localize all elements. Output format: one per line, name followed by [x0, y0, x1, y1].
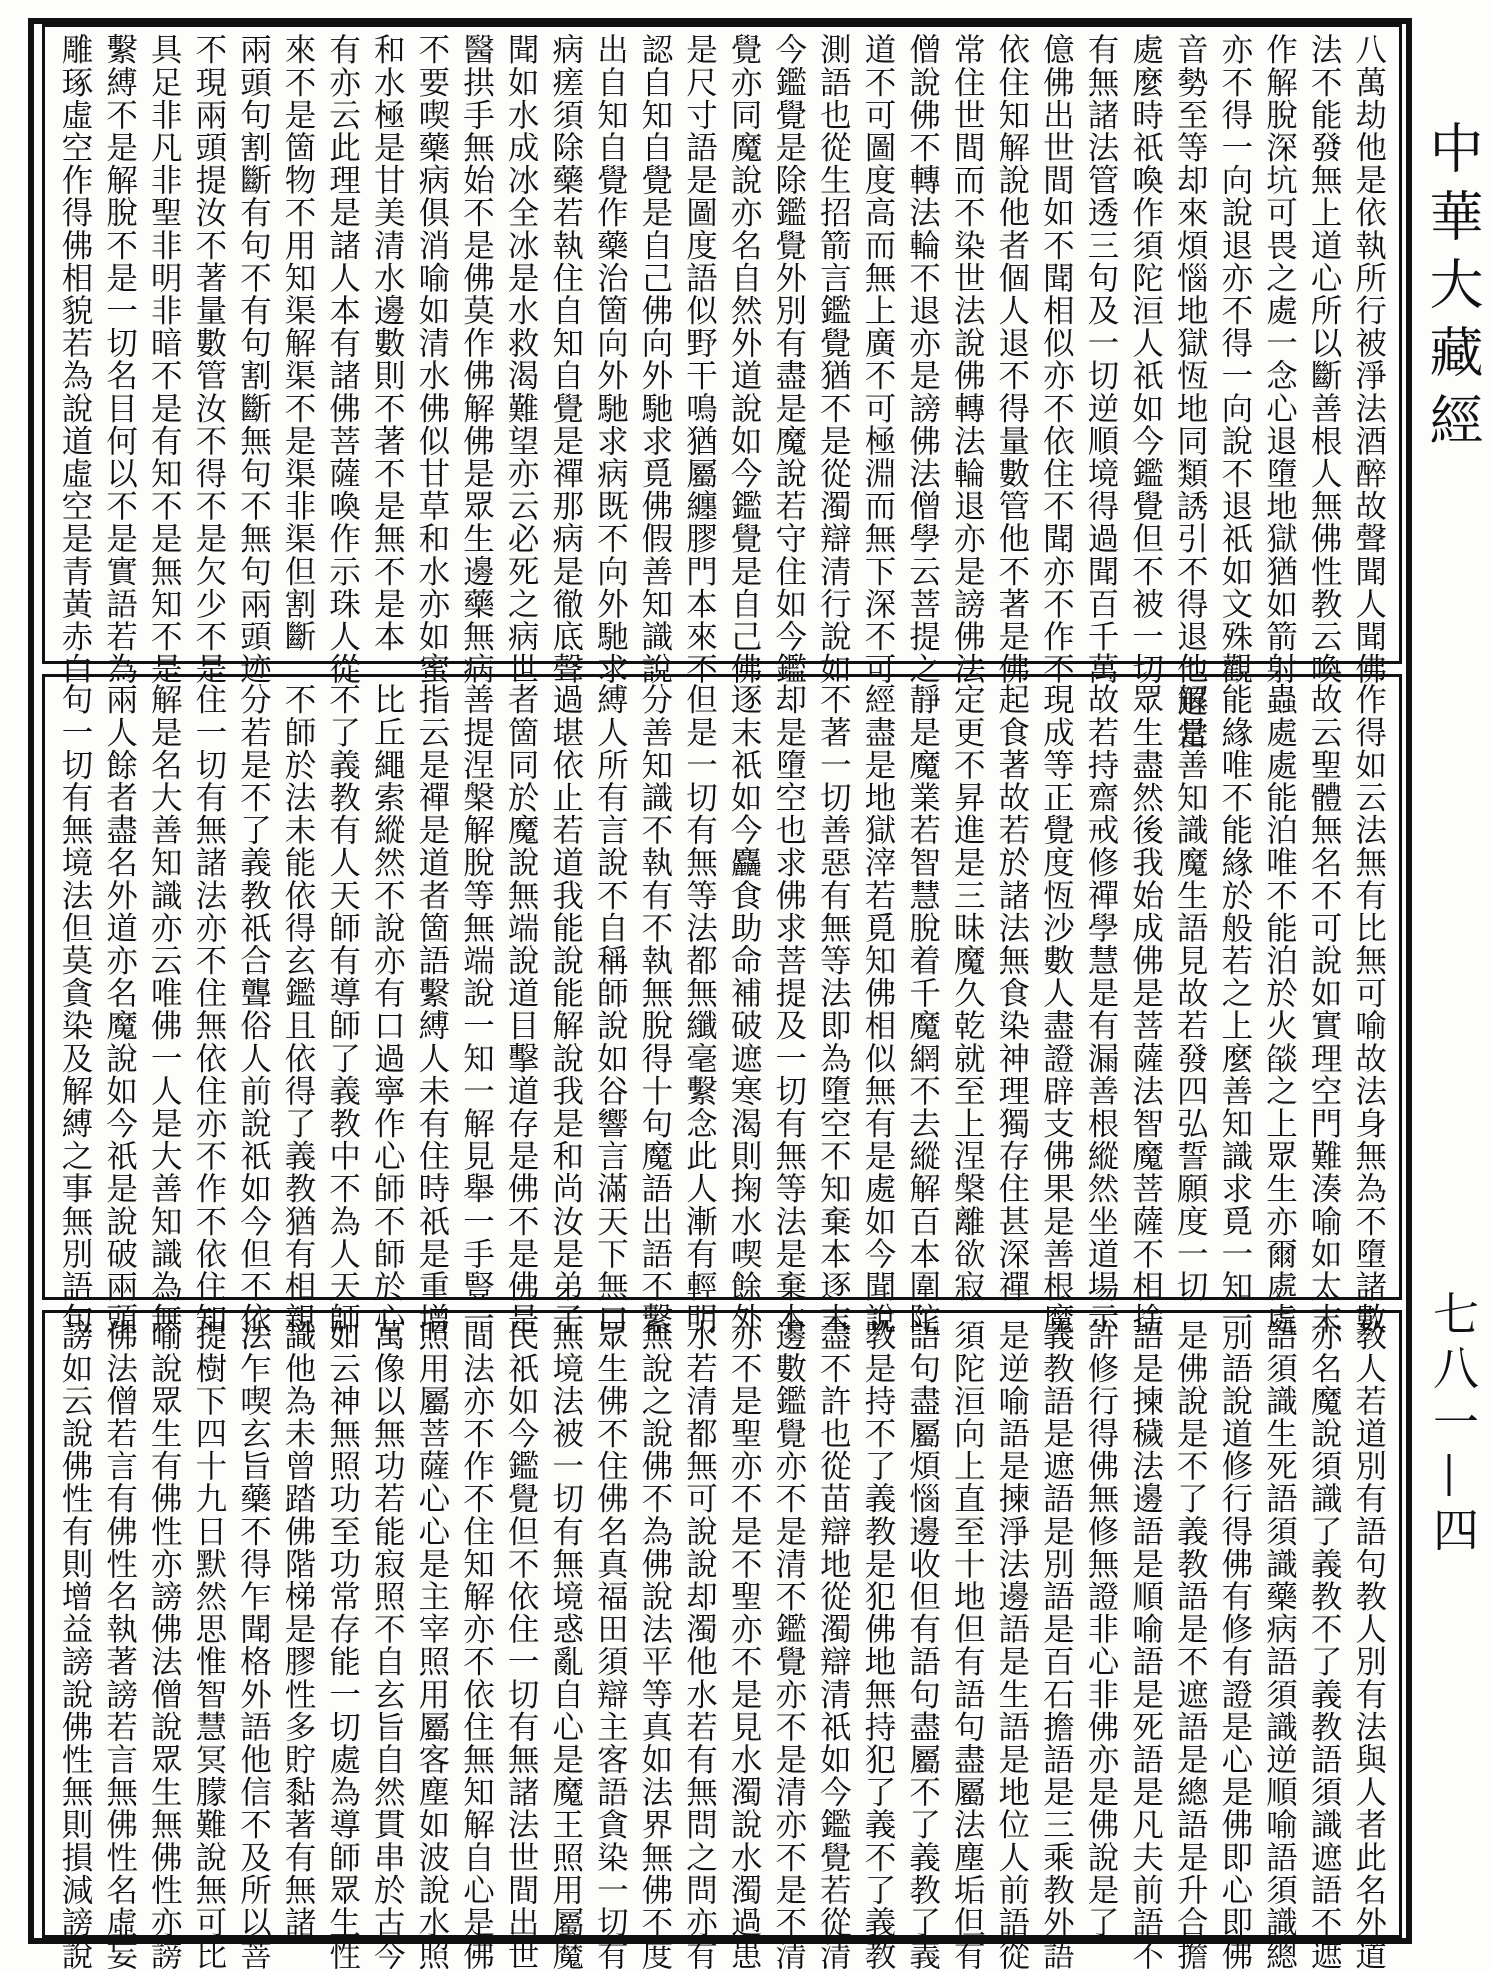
text-column: 教是持不了義教是犯佛地無持犯了義不了義教: [859, 1319, 896, 1971]
text-column: 蟲處處能泊唯不能泊於火燄之上眾生亦爾處處: [1261, 683, 1298, 1335]
text-column: 水若清都無可說說却濁他水若有無問之問亦有: [681, 1319, 718, 1971]
text-column: 語是揀穢法邊語是順喻語是死語是凡夫前語不: [1127, 1319, 1164, 1971]
text-column: 靜是魔業若智慧脫着千魔網不去縱解百本圍陀: [904, 683, 941, 1335]
text-column: 是佛說是不了義教語是不遮語是總語是升合擔: [1172, 1319, 1209, 1971]
text-column: 法乍喫玄旨藥不得乍聞格外語他信不及所以菩: [235, 1319, 272, 1971]
text-column: 出自知自覺作藥治箇向外馳求病既不向外馳求: [592, 33, 629, 685]
text-column: 分若是不了義教祇合聾俗人前說祇如今但不依: [235, 683, 272, 1335]
text-column: 邊數鑑覺亦不是清不鑑覺亦不是清亦不是不清: [770, 1319, 807, 1971]
panel-columns: [55, 1319, 1389, 1971]
text-column: 億佛出世間如不聞相似亦不依住不聞亦不作不: [1038, 33, 1075, 685]
text-column: 依住知解說他者個人退不得量數管他不著是佛: [993, 33, 1030, 685]
panel-columns: [55, 683, 1389, 1335]
text-column: 具足非凡非聖非明非暗不是有知不是無知不是: [146, 33, 183, 685]
text-column: 亦不是聖亦不是不聖亦不是見水濁說水濁過患: [726, 1319, 763, 1971]
text-column: 義教語是遮語是別語是百石擔語是三乘教外語: [1038, 1319, 1075, 1971]
text-panel-middle: [42, 674, 1402, 1335]
text-column: 民祇如今鑑覺但不依住一切有無諸法世間出世: [503, 1319, 540, 1971]
text-column: 不現兩頭提汝不著量數管汝不得不是欠少不是: [190, 33, 227, 685]
text-column: 間法亦不作不住知解亦不依住無知解自心是佛: [458, 1319, 495, 1971]
text-column: 善提涅槃解脫等無端說一知一解見舉一手豎一: [458, 683, 495, 1335]
text-column: 却是墮空也求佛求菩提及一切有無等法是棄本: [770, 683, 807, 1335]
text-column: 處麼時祇喚作須陀洹人祇如今鑑覺但不被一切: [1127, 33, 1164, 685]
text-column: 不了義教有人天師有導師了義教中不為人天師: [324, 683, 361, 1335]
panel-columns: [55, 33, 1389, 751]
text-column: 語須識生死語須識藥病語須識逆順喻語須識總: [1261, 1319, 1298, 1971]
text-column: 解是名大善知識亦云唯佛一人是大善知識為無: [146, 683, 183, 1335]
text-column: 指云是禪是道者箇語繫縛人未有住時祇是重增: [413, 683, 450, 1335]
text-column: 能緣唯不能緣於般若之上麼善知識求覓一知一: [1216, 683, 1253, 1335]
text-column: 今鑑覺是除鑑覺外別有盡是魔說若守住如今鑑: [770, 33, 807, 685]
text-column: 住一切有無諸法亦不住無依住亦不作不依住知: [190, 683, 227, 1335]
collection-title: 中華大藏經: [1421, 120, 1484, 460]
text-column: 繫縛不是解脫不是一切名目何以不是實語若為: [101, 33, 138, 685]
text-column: 有無諸法管透三句及一切逆順境得過聞百千萬: [1083, 33, 1120, 685]
text-column: 認自知自覺是自己佛向外馳求覓佛假善知識說: [636, 33, 673, 685]
page-number: 七八一—四: [1426, 1290, 1480, 1560]
text-column: 無境法被一切有無境惑亂自心是魔王照用屬魔: [547, 1319, 584, 1971]
text-column: 兩頭句割斷有句不有句割斷無句不無句兩頭迹: [235, 33, 272, 685]
text-column: 和水極是甘美清水邊數則不著不是無不是本: [369, 33, 406, 653]
text-column: 比丘繩索縱然不說亦有口過寧作心師不師於心: [369, 683, 406, 1335]
text-column: 音勢至等却來煩惱地獄恆地同類誘引不得退他退當: [1172, 33, 1209, 751]
text-column: 故若持齋戒修禪學慧是有漏善根縱然坐道場示: [1083, 683, 1120, 1335]
text-column: 亦不得一向說退亦不得一向說不退祇如文殊觀: [1216, 33, 1253, 685]
text-column: 但是一切有無等法都無纖毫繫念此人漸有輕明: [681, 683, 718, 1335]
text-column: 許修行得佛無修無證非心非佛亦是佛說是了: [1083, 1319, 1120, 1939]
text-column: 分善知識不執有不執無脫得十句魔語出語不繫: [636, 683, 673, 1335]
text-column: 故云聖體無名不可說如實理空門難湊喻如太末: [1306, 683, 1343, 1335]
text-column: 雕琢虛空作得佛相貌若為說道虛空是青黃赤白: [57, 33, 93, 685]
text-column: 句一切有無境法但莫貪染及解縛之事無別語句: [57, 683, 93, 1335]
text-column: 如云神無照功至功常存能一切處為導師眾生性: [324, 1319, 361, 1971]
text-column: 盡不許也從苗辯地從濁辯清祇如今鑑覺若從清: [815, 1319, 852, 1971]
text-column: 者箇同於魔說無端說道目擊道存是佛不是佛是: [503, 683, 540, 1335]
text-panel-bottom: [42, 1310, 1402, 1971]
text-column: 是逆喻語是揀淨法邊語是生語是地位人前語從: [993, 1319, 1030, 1971]
text-column: 語句盡屬煩惱邊收但有語句盡屬不了義教了義: [904, 1319, 941, 1971]
text-column: 測語也從生招箭言鑑覺猶不是從濁辯清行說如: [815, 33, 852, 685]
text-column: 作解脫深坑可畏之處一念心退墮地獄猶如箭射: [1261, 33, 1298, 685]
text-column: 常住世間而不染世法說佛轉法輪退亦是謗佛法: [949, 33, 986, 685]
text-column: 作得如云法無有比無可喻故法身無為不墮諸數: [1350, 683, 1387, 1335]
text-column: 逐末祇如今麤食助命補破遮寒渴則掬水喫餘外: [726, 683, 763, 1335]
text-column: 謗如云說佛性有則增益謗說佛性無則損減謗說: [57, 1319, 93, 1971]
text-column: 現成等正覺度恆沙數人盡證辟支佛果是善根魔: [1038, 683, 1075, 1335]
text-column: 聞如水成冰全冰是水救渴難望亦云必死之病世: [503, 33, 540, 685]
text-column: 教人若道別有語句教人別有法與人者此名外道: [1350, 1319, 1387, 1971]
text-panel-top: [42, 24, 1402, 751]
text-column: 定更不昇進是三昧魔久乾就至上涅槃離欲寂: [949, 683, 986, 1303]
text-column: 道不可圖度高而無上廣不可極淵而無下深不可: [859, 33, 896, 685]
text-column: 喻說眾生有佛性亦謗佛法僧說眾生無佛性亦謗: [146, 1319, 183, 1971]
text-column: 亦名魔說須識了義教不了義教語須識遮語不遮: [1306, 1319, 1343, 1971]
text-column: 過堪依止若道我能說能解說我是和尚汝是弟子: [547, 683, 584, 1335]
text-column: 不要喫藥病俱消喻如清水佛似甘草和水亦如蜜: [413, 33, 450, 685]
text-column: 經盡是地獄滓若覓知佛相似無有是處如今聞說: [859, 683, 896, 1335]
text-column: 須陀洹向上直至十地但有語句盡屬法塵垢但有: [949, 1319, 986, 1971]
text-column: 八萬劫他是依執所行被淨法酒醉故聲聞人聞佛: [1350, 33, 1387, 685]
text-column: 萬像以無功若能寂照不自玄旨自然貫串於古今: [369, 1319, 406, 1971]
text-column: 眾生佛不住佛名真福田須辯主客語貪染一切有: [592, 1319, 629, 1971]
text-column: 佛法僧若言有佛性名執著謗若言無佛性名虛妄: [101, 1319, 138, 1971]
text-column: 別語說道修行得佛有修有證是心是佛即心即佛: [1216, 1319, 1253, 1971]
text-column: 無說之說佛不為佛說法平等真如法界無佛不度: [636, 1319, 673, 1971]
text-column: 提樹下四十九日默然思惟智慧冥朦難說無可比: [190, 1319, 227, 1971]
text-column: 覺亦同魔說亦名自然外道說如今鑑覺是自己佛: [726, 33, 763, 685]
text-column: 不著一切善惡有無等法即為墮空不知棄本逐末: [815, 683, 852, 1335]
text-column: 僧說佛不轉法輪不退亦是謗佛法僧學云菩提之: [904, 33, 941, 685]
text-column: 法不能發無上道心所以斷善根人無佛性教云喚: [1306, 33, 1343, 685]
text-column: 兩人餘者盡名外道亦名魔說如今祇是說破兩頭: [101, 683, 138, 1335]
text-column: 識他為未曾踏佛階梯是膠性多貯黏著有無諸: [280, 1319, 317, 1939]
text-column: 有亦云此理是諸人本有諸佛菩薩喚作示珠人從: [324, 33, 361, 685]
text-column: 病瘥須除藥若執住自知自覺是禪那病是徹底聲: [547, 33, 584, 685]
text-column: 眾生盡然後我始成佛是菩薩法智魔菩薩不相捨: [1127, 683, 1164, 1335]
text-column: 來不是箇物不用知渠解渠不是渠非渠但割斷: [280, 33, 317, 653]
text-column: 是尺寸語是圖度語似野干鳴猶屬纏膠門本來不: [681, 33, 718, 685]
text-column: 不師於法未能依得玄鑑且依得了義教猶有相親: [280, 683, 317, 1335]
text-column: 起食著故若於諸法無食染神理獨存住甚深禪: [993, 683, 1030, 1303]
text-column: 縛人所有言說不自稱師說如谷響言滿天下無口: [592, 683, 629, 1335]
text-column: 醫拱手無始不是佛莫作佛解佛是眾生邊藥無病: [458, 33, 495, 685]
text-column: 照用屬菩薩心心是主宰照用屬客塵如波說水照: [413, 1319, 450, 1971]
text-column: 解是善知識魔生語見故若發四弘誓願度一切: [1172, 683, 1209, 1303]
